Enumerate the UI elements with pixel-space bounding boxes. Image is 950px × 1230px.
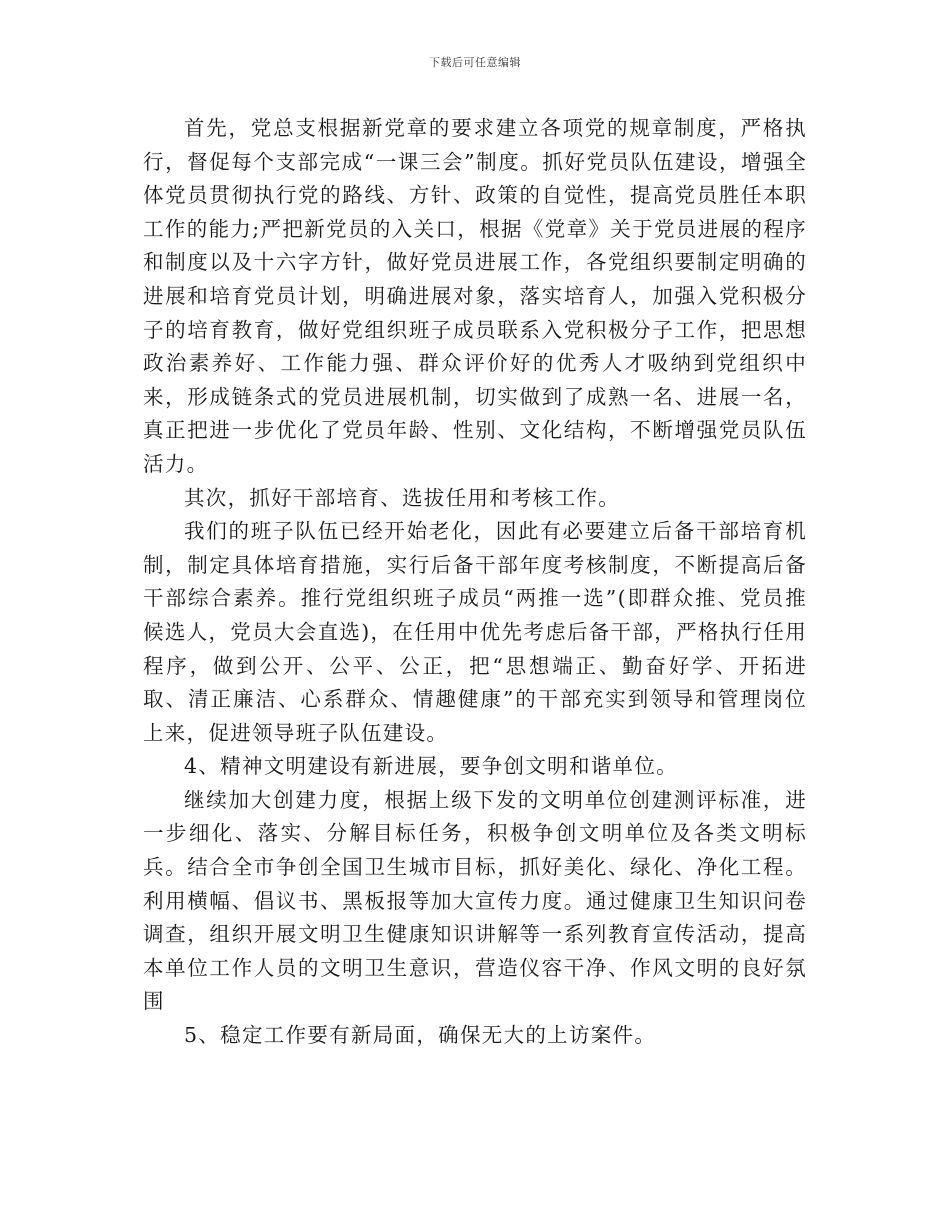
- document-body: [143, 112, 807, 1053]
- paragraph-stability-heading: 5、稳定工作要有新局面，确保无大的上访案件。: [184, 1023, 657, 1048]
- paragraph-civilization-details: 继续加大创建力度，根据上级下发的文明单位创建测评标准，进一步细化、落实、分解目标任务，积极争创文明单位及各类文明标兵。结合全市争创全国卫生城市目标，抓好美化、绿化、净化工程。利用横幅、倡议书、黑板报等加大宣传力度。通过健康卫生知识问卷调查，组织开展文明卫生健康知识讲解等一系列教育宣传活动，提高本单位工作人员的文明卫生意识，营造仪容干净、作风文明的良好氛围: [143, 787, 807, 1014]
- header-note: 下载后可任意编辑: [429, 56, 521, 69]
- paragraph-cadre-heading: 其次，抓好干部培育、选拔任用和考核工作。: [184, 485, 620, 510]
- paragraph-cadre-training: 我们的班子队伍已经开始老化，因此有必要建立后备干部培育机制，制定具体培育措施，实行后备干部年度考核制度，不断提高后备干部综合素养。推行党组织班子成员“两推一选”(即群众推、党员推候选人，党员大会直选)，在任用中优先考虑后备干部，严格执行任用程序，做到公开、公平、公正，把“思想端正、勤奋好学、开拓进取、清正廉洁、心系群众、情趣健康”的干部充实到领导和管理岗位上来，促进领导班子队伍建设。: [143, 519, 807, 745]
- paragraph-civilization-heading: 4、精神文明建设有新进展，要争创文明和谐单位。: [184, 754, 678, 779]
- paragraph-party-rules: 首先，党总支根据新党章的要求建立各项党的规章制度，严格执行，督促每个支部完成“一课三会”制度。抓好党员队伍建设，增强全体党员贯彻执行党的路线、方针、政策的自觉性，提高党员胜任本职工作的能力;严把新党员的入关口，根据《党章》关于党员进展的程序和制度以及十六字方针，做好党员进展工作，各党组织要制定明确的进展和培育党员计划，明确进展对象，落实培育人，加强入党积极分子的培育教育，做好党组织班子成员联系入党积极分子工作，把思想政治素养好、工作能力强、群众评价好的优秀人才吸纳到党组织中来，形成链条式的党员进展机制，切实做到了成熟一名、进展一名，真正把进一步优化了党员年龄、性别、文化结构，不断增强党员队伍活力。: [143, 116, 807, 476]
